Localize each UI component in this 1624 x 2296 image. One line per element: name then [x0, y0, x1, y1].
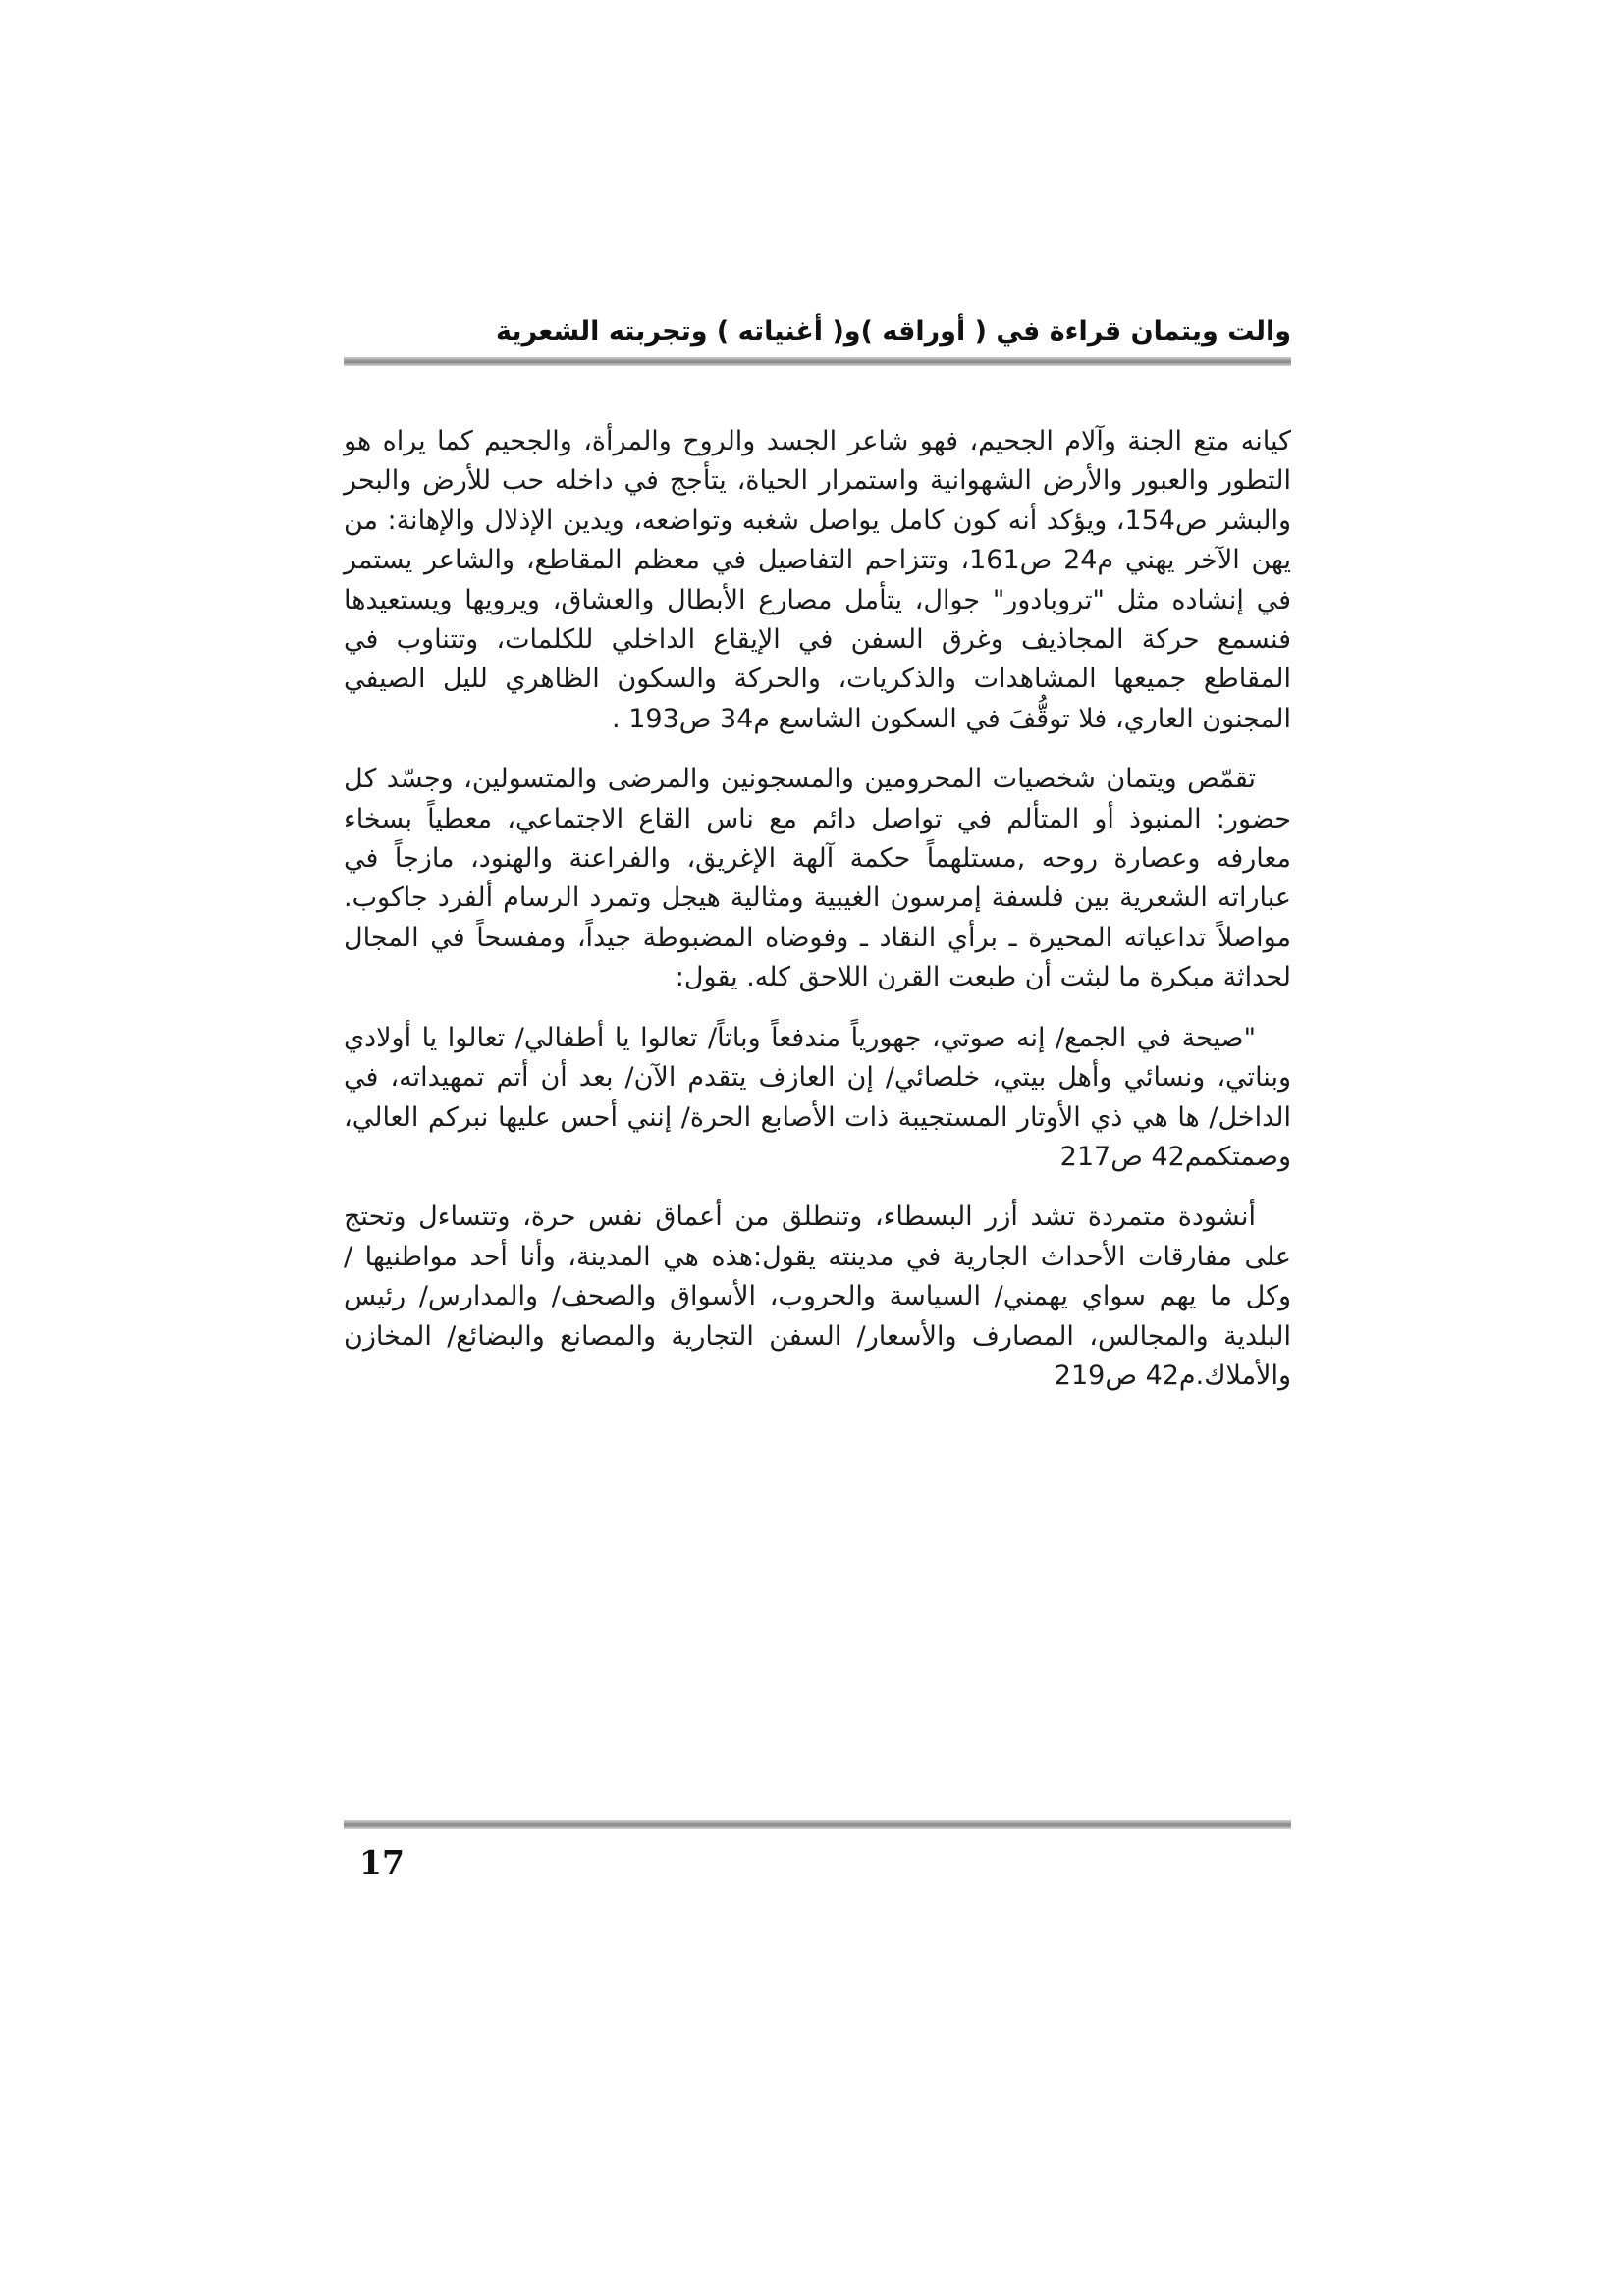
quoted-verse-paragraph: "صيحة في الجمع/ إنه صوتي، جهورياً مندفعاً وباتاً/ تعالوا يا أطفالي/ تعالوا يا أولادي وبناتي، ونسائي وأهل بيتي، خلصائي/ إن العازف يتقدم الآن/ بعد أن أتم تمهيداته، في الداخل/ ها هي ذي الأوتار المستجيبة ذات الأصابع الحرة/ إنني أحس عليها نبركم العالي، وصمتكمم42 ص217 [344, 1022, 1291, 1172]
page-body [344, 422, 1291, 1416]
page-number: 17 [359, 1843, 405, 1882]
body-paragraph-4: أنشودة متمردة تشد أزر البسطاء، وتنطلق من أعماق نفس حرة، وتتساءل وتحتج على مفارقات الأحداث الجارية في مدينته يقول:هذه هي المدينة، وأنا أحد مواطنيها / وكل ما يهم سواي يهمني/ السياسة والحروب، الأسواق والصحف/ والمدارس/ رئيس البلدية والمجالس، المصارف والأسعار/ السفن التجارية والمصانع والبضائع/ المخازن والأملاك.م42 ص219 [344, 1201, 1291, 1391]
running-header-title: والت ويتمان قراءة في ( أوراقه )و( أغنياته ) وتجربته الشعرية [496, 316, 1291, 347]
header-divider-rule [344, 357, 1291, 366]
footer-divider-rule [344, 1820, 1291, 1829]
body-paragraph-2: تقمّص ويتمان شخصيات المحرومين والمسجونين والمرضى والمتسولين، وجسّد كل حضور: المنبوذ أو المتألم في تواصل دائم مع ناس القاع الاجتماعي، معطياً بسخاء معارفه وعصارة روحه ,مستلهماً حكمة آلهة الإغريق، والفراعنة والهنود، مازجاً في عباراته الشعرية بين فلسفة إمرسون الغيبية ومثالية هيجل وتمرد الرسام ألفرد جاكوب. مواصلاً تداعياته المحيرة ـ برأي النقاد ـ وفوضاه المضبوطة جيداً، ومفسحاً في المجال لحداثة مبكرة ما لبثت أن طبعت القرن اللاحق كله. يقول: [344, 764, 1291, 993]
body-paragraph-1: كيانه متع الجنة وآلام الجحيم، فهو شاعر الجسد والروح والمرأة، والجحيم كما يراه هو التطور والعبور والأرض الشهوانية واستمرار الحياة، يتأجج في داخله حب للأرض والبحر والبشر ص154، ويؤكد أنه كون كامل يواصل شغبه وتواضعه، ويدين الإذلال والإهانة: من يهن الآخر يهني م24 ص161، وتتزاحم التفاصيل في معظم المقاطع، والشاعر يستمر في إنشاده مثل "تروبادور" جوال، يتأمل مصارع الأبطال والعشاق، ويرويها ويستعيدها فنسمع حركة المجاذيف وغرق السفن في الإيقاع الداخلي للكلمات، وتتناوب في المقاطع جميعها المشاهدات والذكريات، والحركة والسكون الظاهري لليل الصيفي المجنون العاري، فلا توقُّفَ في السكون الشاسع م34 ص193 . [344, 426, 1292, 734]
